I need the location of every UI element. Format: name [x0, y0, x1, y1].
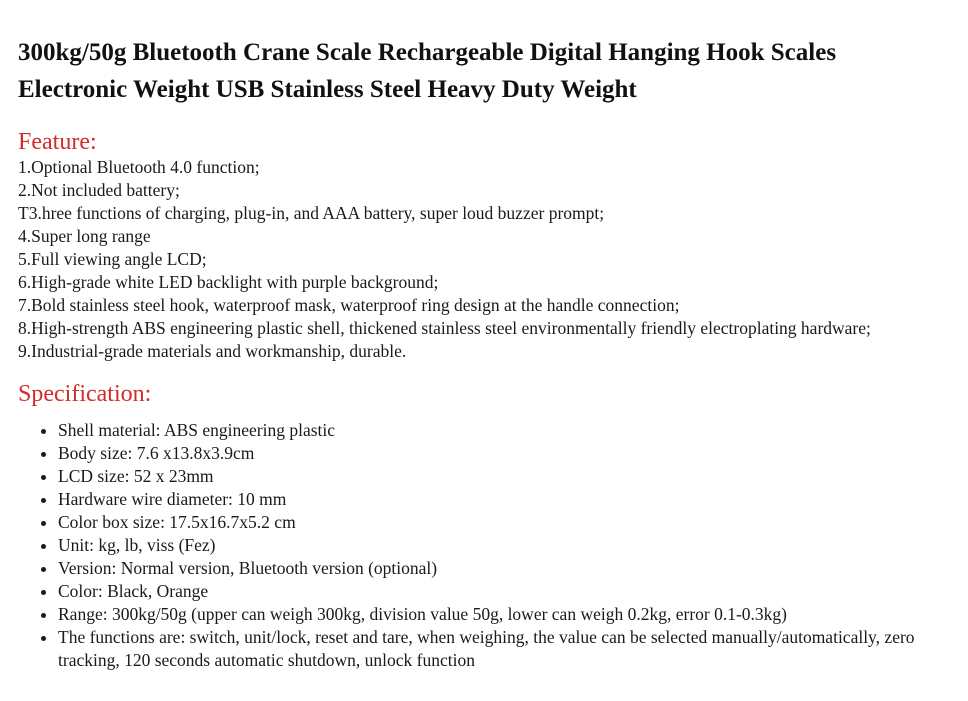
specification-list — [18, 419, 948, 672]
spec-item: • LCD size: 52 x 23mm — [58, 465, 948, 488]
feature-line: 8.High-strength ABS engineering plastic shell, thickened stainless steel environmentally friendly electroplating hardware; — [18, 318, 871, 338]
feature-line: 4.Super long range — [18, 226, 151, 246]
specification-heading: Specification: — [18, 381, 152, 407]
product-title-line-2: Electronic Weight USB Stainless Steel Heavy Duty Weight — [18, 76, 637, 103]
feature-heading: Feature: — [18, 129, 97, 155]
spec-item: • Shell material: ABS engineering plastic — [58, 419, 948, 442]
spec-item: • Hardware wire diameter: 10 mm — [58, 488, 948, 511]
product-title — [18, 34, 948, 108]
feature-line: T3.hree functions of charging, plug-in, and AAA battery, super loud buzzer prompt; — [18, 203, 605, 223]
feature-line: 2.Not included battery; — [18, 180, 180, 200]
feature-line: 5.Full viewing angle LCD; — [18, 249, 207, 269]
spec-item: • Color: Black, Orange — [58, 580, 948, 603]
spec-item: • The functions are: switch, unit/lock, reset and tare, when weighing, the value can be selected manually/automatically, zero tracking, 120 seconds automatic shutdown, unlock function — [58, 626, 948, 672]
feature-line: 9.Industrial-grade materials and workmanship, durable. — [18, 341, 407, 361]
feature-line: 7.Bold stainless steel hook, waterproof mask, waterproof ring design at the handle connection; — [18, 295, 680, 315]
feature-line: 1.Optional Bluetooth 4.0 function; — [18, 157, 260, 177]
spec-item: • Unit: kg, lb, viss (Fez) — [58, 534, 948, 557]
spec-item: • Version: Normal version, Bluetooth version (optional) — [58, 557, 948, 580]
spec-item: • Range: 300kg/50g (upper can weigh 300kg, division value 50g, lower can weigh 0.2kg, error 0.1-0.3kg) — [58, 603, 948, 626]
feature-line: 6.High-grade white LED backlight with purple background; — [18, 272, 439, 292]
product-title-line-1: 300kg/50g Bluetooth Crane Scale Rechargeable Digital Hanging Hook Scales — [18, 39, 837, 66]
spec-item: • Body size: 7.6 x13.8x3.9cm — [58, 442, 948, 465]
feature-list — [18, 156, 948, 363]
spec-item: • Color box size: 17.5x16.7x5.2 cm — [58, 511, 948, 534]
